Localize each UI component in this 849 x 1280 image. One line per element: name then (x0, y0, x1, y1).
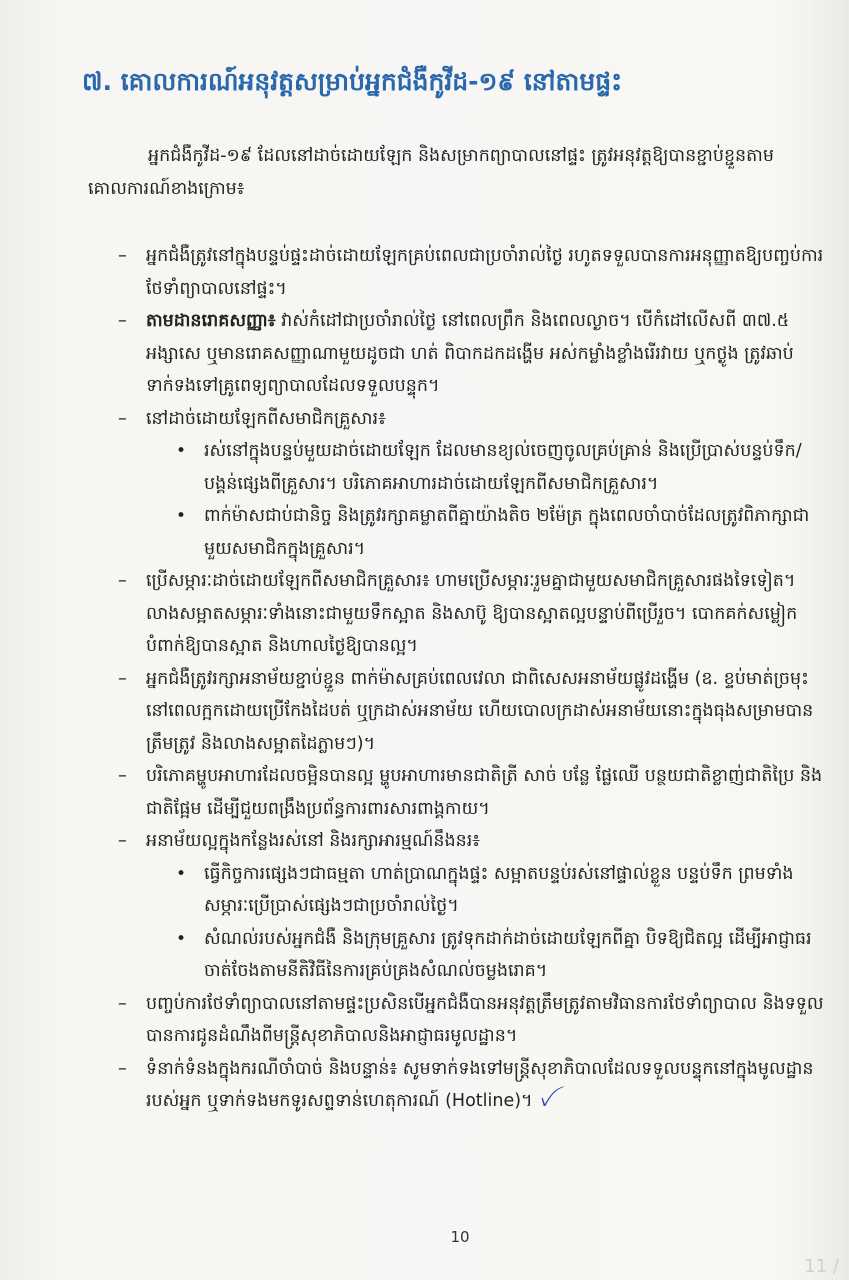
dash-marker: – (118, 408, 127, 429)
sub-list-item-text: សំណល់របស់អ្នកជំងឺ និងក្រុមគ្រួសារ ត្រូវទុកដាក់ដាច់ដោយឡែកពីគ្នា បិទឱ្យជិតល្អ ដើម្បីអាជ្ញាធរចាត់ចែងតាមនីតិវិធីនៃការគ្រប់គ្រងសំណល់ចម្លងរោគ។ (204, 928, 812, 981)
list-item-text: អនាម័យល្អក្នុងកន្លែងរស់នៅ និងរក្សាអារម្មណ៍នឹងនរ៖ (146, 831, 480, 851)
list-item-text: បញ្ចប់ការថែទាំព្យាបាលនៅតាមផ្ទះប្រសិនបើអ្នកជំងឺបានអនុវត្តត្រឹមត្រូវតាមវិធានការថែទាំព្យាបាល និងទទួលបានការជូនដំណឹងពីមន្ត្រីសុខាភិបាលនិងអាជ្ញាធរមូលដ្ឋាន។ (146, 993, 824, 1046)
sub-list-item (176, 435, 830, 500)
list-item (118, 988, 830, 1053)
sub-list-item (176, 858, 830, 923)
dash-marker: – (118, 246, 127, 266)
sub-list (146, 435, 830, 565)
page-number: 10 (450, 1228, 470, 1246)
dash-marker: – (118, 1058, 127, 1079)
bullet-marker: • (176, 506, 187, 526)
dash-marker: – (118, 993, 127, 1014)
list-item (118, 760, 830, 825)
list-item-text: បរិភោគម្ហូបអាហារដែលចម្អិនបានល្អ ម្ហូបអាហារមានជាតិត្រី សាច់ បន្លែ ផ្លែឈើ បន្ថយជាតិខ្លាញ់ជាតិប្រៃ និងជាតិផ្អែម ដើម្បីជួយពង្រឹងប្រព័ន្ធការពារសារពាង្គកាយ។ (146, 766, 823, 819)
dash-marker: – (118, 831, 127, 851)
dash-marker: – (118, 571, 127, 591)
bullet-marker: • (176, 928, 187, 949)
sub-list (146, 858, 830, 988)
list-item (118, 403, 830, 566)
list-item (118, 1053, 830, 1118)
dash-marker: – (118, 311, 127, 331)
handwritten-initial-icon: ꪜ (538, 1091, 550, 1110)
intro-text: អ្នកជំងឺកូវីដ-១៩ ដែលនៅដាច់ដោយឡែក និងសម្រាកព្យាបាលនៅផ្ទះ ត្រូវអនុវត្តឱ្យបានខ្ជាប់ខ្ជួនតាមគោលការណ៍ខាងក្រោម៖ (88, 146, 774, 199)
list-item-bold-label: តាមដានរោគសញ្ញា៖ (146, 311, 276, 331)
guideline-list (118, 240, 830, 1118)
section-heading: ៧. គោលការណ៍អនុវត្តសម្រាប់អ្នកជំងឺកូវីដ-១៩ នៅតាមផ្ទះ (82, 67, 623, 96)
list-item (118, 565, 830, 663)
sub-list-item (176, 923, 830, 988)
list-item (118, 240, 830, 305)
list-item-text: ទំនាក់ទំនងក្នុងករណីចាំបាច់ និងបន្ទាន់៖ សូមទាក់ទងទៅមន្ត្រីសុខាភិបាលដែលទទួលបន្ទុកនៅក្នុងមូលដ្ឋានរបស់អ្នក ឬទាក់ទងមកទូរសព្ទទាន់ហេតុការណ៍ (Hotline)។ (146, 1058, 814, 1111)
dash-marker: – (118, 766, 127, 786)
list-item-text: វាស់កំដៅជាប្រចាំរាល់ថ្ងៃ នៅពេលព្រឹក និងពេលល្ងាច។ បើកំដៅលើសពី ៣៧.៥ អង្សាសេ ឬមានរោគសញ្ញាណាមួយដូចជា ហត់ ពិបាកដកដង្ហើម អស់កម្លាំងខ្លាំងរើរវាយ ឬកថ្ងូង ត្រូវឆាប់ទាក់ទងទៅគ្រូពេទ្យព្យាបាលដែលទទួលបន្ទុក។ (146, 311, 794, 396)
list-item-text: នៅដាច់ដោយឡែកពីសមាជិកគ្រួសារ៖ (146, 408, 386, 429)
sub-list-item (176, 500, 830, 565)
sub-list-item-text: រស់នៅក្នុងបន្ទប់មួយដាច់ដោយឡែក ដែលមានខ្យល់ចេញចូលគ្រប់គ្រាន់ និងប្រើប្រាស់បន្ទប់ទឹក/បង្គន់ផ្សេងពីគ្រួសារ។ បរិភោគអាហារដាច់ដោយឡែកពីសមាជិកគ្រួសារ។ (204, 441, 802, 494)
next-page-corner-mark: 11 / (804, 1256, 839, 1277)
list-item (118, 825, 830, 988)
list-item-text: អ្នកជំងឺត្រូវរក្សាអនាម័យខ្ជាប់ខ្ជួន ពាក់ម៉ាសគ្រប់ពេលវេលា ជាពិសេសអនាម័យផ្លូវដង្ហើម (ឧ. ខ្ទប់មាត់ច្រមុះនៅពេលក្អកដោយប្រើកែងដៃបត់ ឬក្រដាស់អនាម័យ ហើយបោលក្រដាស់អនាម័យនោះក្នុងធុងសម្រាមបានត្រឹមត្រូវ និងលាងសម្អាតដៃភ្លាមៗ)។ (146, 668, 814, 754)
list-item-text: អ្នកជំងឺត្រូវនៅក្នុងបន្ទប់ផ្ទះដាច់ដោយឡែកគ្រប់ពេលជាប្រចាំរាល់ថ្ងៃ រហូតទទួលបានការអនុញ្ញាតឱ្យបញ្ចប់ការថែទាំព្យាបាលនៅផ្ទះ។ (146, 246, 824, 299)
list-item (118, 305, 830, 403)
bullet-marker: • (176, 863, 187, 884)
sub-list-item-text: ធ្វើកិច្ចការផ្សេងៗជាធម្មតា ហាត់ប្រាណក្នុងផ្ទះ សម្អាតបន្ទប់រស់នៅផ្ទាល់ខ្លួន បន្ទប់ទឹក ព្រមទាំងសម្ភារៈប្រើប្រាស់ផ្សេងៗជាប្រចាំរាល់ថ្ងៃ។ (204, 863, 794, 916)
bullet-marker: • (176, 441, 187, 461)
list-item-text: ប្រើសម្ភារៈដាច់ដោយឡែកពីសមាជិកគ្រួសារ៖ ហាមប្រើសម្ភារៈរួមគ្នាជាមួយសមាជិកគ្រួសារផងទៃទៀត។ លាងសម្អាតសម្ភារៈទាំងនោះជាមួយទឹកស្អាត និងសាប៊ូ ឱ្យបានស្អាតល្អបន្ទាប់ពីប្រើរួច។ បោកគក់សម្លៀកបំពាក់ឱ្យបានស្អាត និងហាលថ្ងៃឱ្យបានល្អ។ (146, 571, 798, 656)
dash-marker: – (118, 668, 127, 689)
intro-paragraph (88, 140, 813, 206)
list-item (118, 663, 830, 761)
sub-list-item-text: ពាក់ម៉ាសជាប់ជានិច្ច និងត្រូវរក្សាគម្លាតពីគ្នាយ៉ាងតិច ២ម៉ែត្រ ក្នុងពេលចាំបាច់ដែលត្រូវពិភាក្សាជាមួយសមាជិកក្នុងគ្រួសារ។ (204, 506, 810, 559)
